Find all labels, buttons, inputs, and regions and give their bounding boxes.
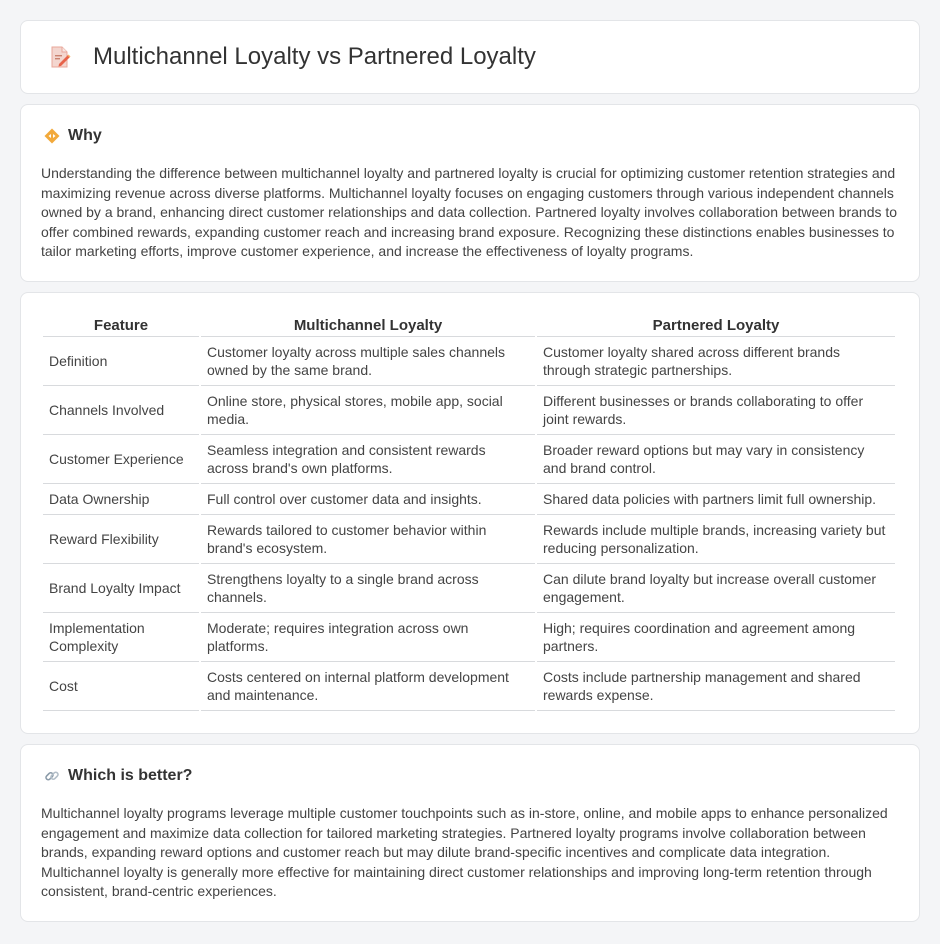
table-row xyxy=(43,386,895,435)
multichannel-cell: Strengthens loyalty to a single brand across channels. xyxy=(201,564,535,613)
which-is-better-section xyxy=(20,744,920,922)
why-section xyxy=(20,104,920,282)
comparison-section xyxy=(20,292,920,734)
why-heading-row xyxy=(41,127,899,145)
partnered-cell: Customer loyalty shared across different brands through strategic partnerships. xyxy=(537,337,895,386)
feature-cell: Data Ownership xyxy=(43,484,199,515)
title-card xyxy=(20,20,920,94)
table-row xyxy=(43,515,895,564)
multichannel-cell: Seamless integration and consistent rewards across brand's own platforms. xyxy=(201,435,535,484)
table-row xyxy=(43,662,895,711)
table-row xyxy=(43,613,895,662)
document-edit-icon xyxy=(47,44,73,70)
better-heading: Which is better? xyxy=(68,767,193,784)
multichannel-cell: Customer loyalty across multiple sales channels owned by the same brand. xyxy=(201,337,535,386)
multichannel-cell: Costs centered on internal platform development and maintenance. xyxy=(201,662,535,711)
table-row xyxy=(43,337,895,386)
column-header-partnered: Partnered Loyalty xyxy=(537,315,895,337)
partnered-cell: Rewards include multiple brands, increasing variety but reducing personalization. xyxy=(537,515,895,564)
table-row xyxy=(43,484,895,515)
partnered-cell: Shared data policies with partners limit full ownership. xyxy=(537,484,895,515)
partnered-cell: Costs include partnership management and shared rewards expense. xyxy=(537,662,895,711)
multichannel-cell: Rewards tailored to customer behavior within brand's ecosystem. xyxy=(201,515,535,564)
feature-cell: Implementation Complexity xyxy=(43,613,199,662)
table-row xyxy=(43,564,895,613)
diamond-arrows-icon xyxy=(43,127,61,145)
better-text: Multichannel loyalty programs leverage multiple customer touchpoints such as in-store, online, and mobile apps to enhance personalized engagement and maximize data collection for tailored marketing strategies. Partnered loyalty programs involve collaboration between brands, expanding reward options and customer reach but may dilute brand-specific incentives and complicate data integration. Multichannel loyalty is generally more effective for maintaining direct customer relationships and improving long-term retention through consistent, brand-centric experiences. xyxy=(41,805,888,900)
feature-cell: Customer Experience xyxy=(43,435,199,484)
column-header-feature: Feature xyxy=(43,315,199,337)
multichannel-cell: Online store, physical stores, mobile app, social media. xyxy=(201,386,535,435)
multichannel-cell: Full control over customer data and insights. xyxy=(201,484,535,515)
link-icon xyxy=(43,767,61,785)
feature-cell: Definition xyxy=(43,337,199,386)
comparison-table xyxy=(41,315,897,711)
feature-cell: Channels Involved xyxy=(43,386,199,435)
column-header-multichannel: Multichannel Loyalty xyxy=(201,315,535,337)
why-heading: Why xyxy=(68,127,102,144)
why-text: Understanding the difference between multichannel loyalty and partnered loyalty is crucial for optimizing customer retention strategies and maximizing revenue across diverse platforms. Multichannel loyalty focuses on engaging customers through various independent channels owned by a brand, enhancing direct customer relationships and data collection. Partnered loyalty involves collaboration between brands to offer combined rewards, expanding customer reach and increasing brand exposure. Recognizing these distinctions enables businesses to tailor marketing efforts, improve customer experience, and increase the effectiveness of loyalty programs. xyxy=(41,165,898,260)
partnered-cell: Can dilute brand loyalty but increase overall customer engagement. xyxy=(537,564,895,613)
feature-cell: Reward Flexibility xyxy=(43,515,199,564)
feature-cell: Brand Loyalty Impact xyxy=(43,564,199,613)
feature-cell: Cost xyxy=(43,662,199,711)
multichannel-cell: Moderate; requires integration across own platforms. xyxy=(201,613,535,662)
page-title: Multichannel Loyalty vs Partnered Loyalty xyxy=(93,43,536,70)
table-header-row xyxy=(43,315,895,337)
partnered-cell: Broader reward options but may vary in consistency and brand control. xyxy=(537,435,895,484)
table-row xyxy=(43,435,895,484)
partnered-cell: High; requires coordination and agreement among partners. xyxy=(537,613,895,662)
partnered-cell: Different businesses or brands collaborating to offer joint rewards. xyxy=(537,386,895,435)
better-heading-row xyxy=(41,767,899,785)
